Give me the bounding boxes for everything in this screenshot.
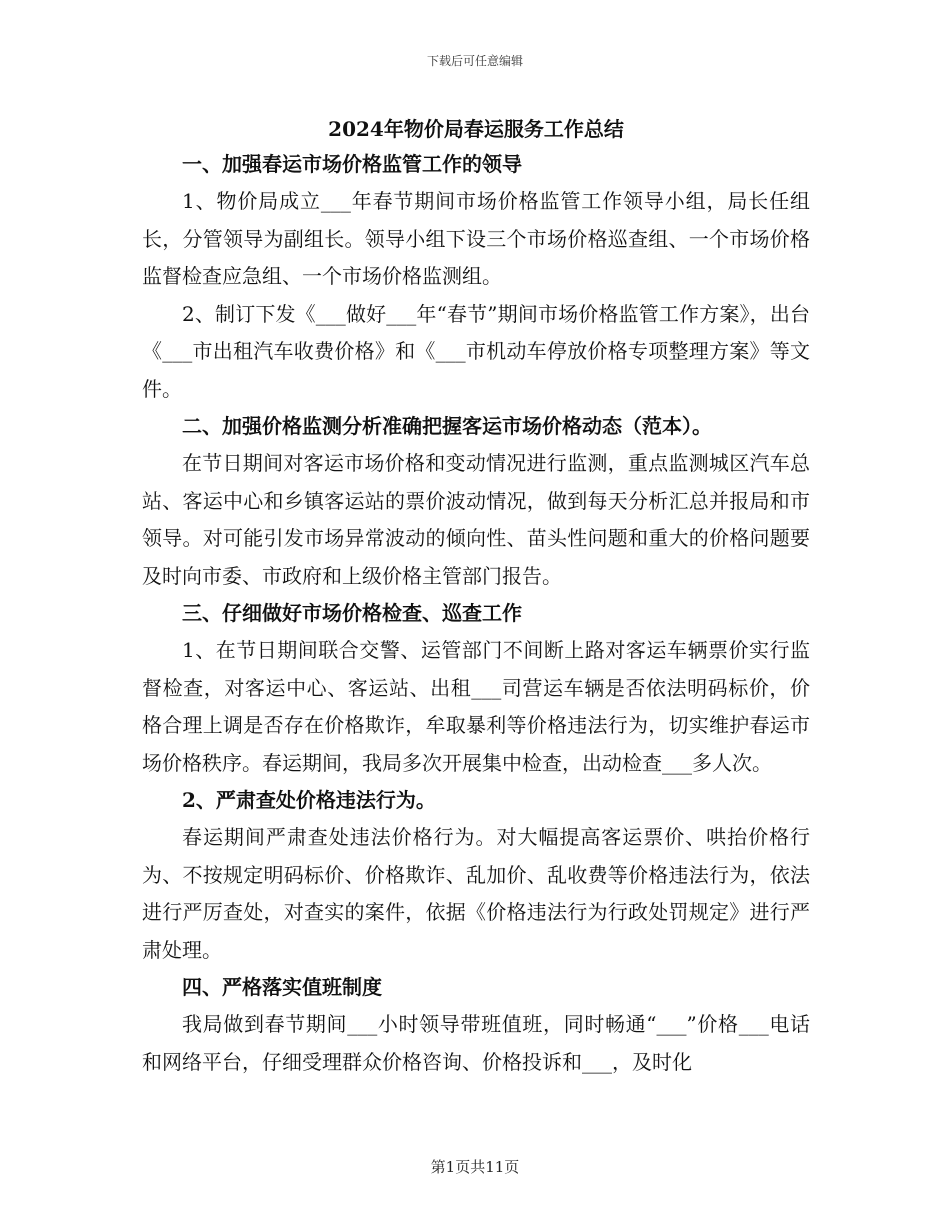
paragraph: 1、物价局成立___年春节期间市场价格监管工作领导小组，局长任组长，分管领导为副组长。领导小组下设三个市场价格巡查组、一个市场价格监督检查应急组、一个市场价格监测组。 <box>142 189 810 288</box>
document-body <box>142 112 810 1081</box>
page-header: 下载后可任意编辑 <box>426 54 523 68</box>
document-title: 2024年物价局春运服务工作总结 <box>328 117 624 141</box>
paragraph: 在节日期间对客运市场价格和变动情况进行监测，重点监测城区汽车总站、客运中心和乡镇客运站的票价波动情况，做到每天分析汇总并报局和市领导。对可能引发市场异常波动的倾向性、苗头性问题和重大的价格问题要及时向市委、市政府和上级价格主管部门报告。 <box>142 451 810 588</box>
paragraph: 1、在节日期间联合交警、运管部门不间断上路对客运车辆票价实行监督检查，对客运中心、客运站、出租___司营运车辆是否依法明码标价，价格合理上调是否存在价格欺诈，牟取暴利等价格违法行为，切实维护春运市场价格秩序。春运期间，我局多次开展集中检查，出动检查___多人次。 <box>142 638 810 775</box>
section-heading: 二、加强价格监测分析准确把握客运市场价格动态（范本）。 <box>182 414 712 438</box>
section-heading: 三、仔细做好市场价格检查、巡查工作 <box>182 601 522 625</box>
section-heading: 一、加强春运市场价格监管工作的领导 <box>182 152 522 176</box>
paragraph: 春运期间严肃查处违法价格行为。对大幅提高客运票价、哄抬价格行为、不按规定明码标价、价格欺诈、乱加价、乱收费等价格违法行为，依法进行严厉查处，对查实的案件，依据《价格违法行为行政处罚规定》进行严肃处理。 <box>142 825 810 962</box>
paragraph: 我局做到春节期间___小时领导带班值班，同时畅通“___”价格___电话和网络平台，仔细受理群众价格咨询、价格投诉和___，及时化 <box>142 1012 810 1074</box>
page-footer: 第1页共11页 <box>430 1158 520 1176</box>
section-heading: 四、严格落实值班制度 <box>182 975 382 999</box>
paragraph: 2、制订下发《___做好___年“春节”期间市场价格监管工作方案》，出台《___市出租汽车收费价格》和《___市机动车停放价格专项整理方案》等文件。 <box>142 301 810 401</box>
section-heading: 2、严肃查处价格违法行为。 <box>182 788 436 812</box>
